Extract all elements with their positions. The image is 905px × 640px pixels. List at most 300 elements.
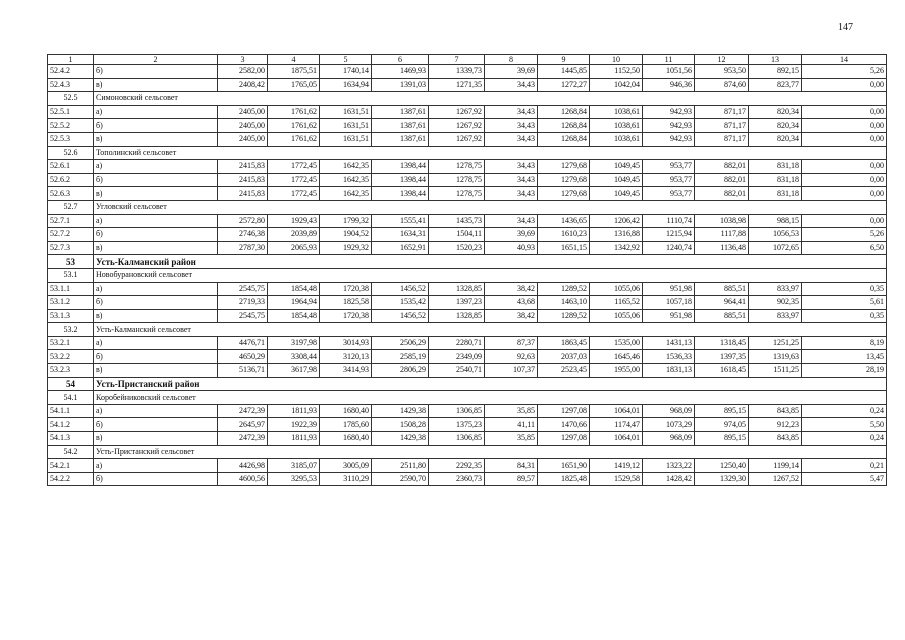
value-cell: 3120,13 — [320, 350, 372, 364]
value-cell: 1323,22 — [643, 459, 695, 473]
value-cell: 1929,32 — [320, 241, 372, 255]
district-heading-row — [48, 377, 887, 391]
value-cell: 831,18 — [749, 160, 802, 174]
row-code: 54.1 — [48, 391, 94, 405]
column-number: 10 — [590, 55, 643, 65]
value-cell: 89,57 — [485, 472, 538, 486]
variant-label: в) — [94, 309, 218, 323]
value-cell: 92,63 — [485, 350, 538, 364]
variant-label: б) — [94, 418, 218, 432]
value-cell: 1136,48 — [695, 241, 749, 255]
value-cell: 1419,12 — [590, 459, 643, 473]
value-cell: 951,98 — [643, 309, 695, 323]
value-cell: 1064,01 — [590, 432, 643, 446]
value-cell: 1535,00 — [590, 336, 643, 350]
value-cell: 0,00 — [802, 187, 887, 201]
value-cell: 84,31 — [485, 459, 538, 473]
table-row — [48, 65, 887, 79]
variant-label: а) — [94, 214, 218, 228]
value-cell: 1445,85 — [538, 65, 590, 79]
value-cell: 2645,97 — [218, 418, 268, 432]
value-cell: 3295,53 — [268, 472, 320, 486]
value-cell: 1680,40 — [320, 432, 372, 446]
value-cell: 942,93 — [643, 132, 695, 146]
value-cell: 4650,29 — [218, 350, 268, 364]
value-cell: 895,15 — [695, 404, 749, 418]
variant-label: в) — [94, 132, 218, 146]
value-cell: 2292,35 — [429, 459, 485, 473]
value-cell: 2415,83 — [218, 187, 268, 201]
value-cell: 1470,66 — [538, 418, 590, 432]
row-code: 52.6.3 — [48, 187, 94, 201]
settlement-name: Коробейниковский сельсовет — [94, 391, 887, 405]
value-cell: 6,50 — [802, 241, 887, 255]
variant-label: б) — [94, 296, 218, 310]
value-cell: 1435,73 — [429, 214, 485, 228]
value-cell: 3110,29 — [320, 472, 372, 486]
value-cell: 953,77 — [643, 160, 695, 174]
variant-label: а) — [94, 404, 218, 418]
value-cell: 1251,25 — [749, 336, 802, 350]
value-cell: 8,19 — [802, 336, 887, 350]
value-cell: 1038,98 — [695, 214, 749, 228]
value-cell: 1772,45 — [268, 173, 320, 187]
value-cell: 0,24 — [802, 404, 887, 418]
value-cell: 1056,53 — [749, 228, 802, 242]
value-cell: 3014,93 — [320, 336, 372, 350]
value-cell: 1652,91 — [372, 241, 429, 255]
value-cell: 1387,61 — [372, 105, 429, 119]
value-cell: 3414,93 — [320, 364, 372, 378]
table-row — [48, 282, 887, 296]
value-cell: 38,42 — [485, 282, 538, 296]
value-cell: 2037,03 — [538, 350, 590, 364]
value-cell: 1152,50 — [590, 65, 643, 79]
value-cell: 1761,62 — [268, 132, 320, 146]
value-cell: 2360,73 — [429, 472, 485, 486]
row-code: 53.1.1 — [48, 282, 94, 296]
value-cell: 843,85 — [749, 432, 802, 446]
value-cell: 1057,18 — [643, 296, 695, 310]
value-cell: 2746,38 — [218, 228, 268, 242]
settlement-heading-row — [48, 268, 887, 282]
value-cell: 5,26 — [802, 65, 887, 79]
value-cell: 871,17 — [695, 119, 749, 133]
value-cell: 1555,41 — [372, 214, 429, 228]
value-cell: 4426,98 — [218, 459, 268, 473]
value-cell: 1279,68 — [538, 160, 590, 174]
value-cell: 1306,85 — [429, 404, 485, 418]
table-row — [48, 336, 887, 350]
value-cell: 1042,04 — [590, 78, 643, 92]
value-cell: 2472,39 — [218, 432, 268, 446]
value-cell: 1038,61 — [590, 105, 643, 119]
settlement-heading-row — [48, 146, 887, 160]
value-cell: 820,34 — [749, 132, 802, 146]
value-cell: 1051,56 — [643, 65, 695, 79]
value-cell: 1535,42 — [372, 296, 429, 310]
value-cell: 2523,45 — [538, 364, 590, 378]
value-cell: 1165,52 — [590, 296, 643, 310]
value-cell: 1272,27 — [538, 78, 590, 92]
value-cell: 1398,44 — [372, 160, 429, 174]
value-cell: 1922,39 — [268, 418, 320, 432]
value-cell: 1642,35 — [320, 160, 372, 174]
value-cell: 953,50 — [695, 65, 749, 79]
row-code: 53.1.3 — [48, 309, 94, 323]
variant-label: б) — [94, 65, 218, 79]
value-cell: 1271,35 — [429, 78, 485, 92]
value-cell: 2415,83 — [218, 173, 268, 187]
value-cell: 0,00 — [802, 105, 887, 119]
settlement-name: Симоновский сельсовет — [94, 92, 887, 106]
value-cell: 902,35 — [749, 296, 802, 310]
value-cell: 0,35 — [802, 309, 887, 323]
variant-label: б) — [94, 228, 218, 242]
value-cell: 1375,23 — [429, 418, 485, 432]
table-row — [48, 105, 887, 119]
value-cell: 2405,00 — [218, 132, 268, 146]
value-cell: 1240,74 — [643, 241, 695, 255]
value-cell: 1064,01 — [590, 404, 643, 418]
value-cell: 1397,23 — [429, 296, 485, 310]
value-cell: 5,26 — [802, 228, 887, 242]
row-code: 54.2 — [48, 445, 94, 459]
value-cell: 1278,75 — [429, 160, 485, 174]
value-cell: 2545,75 — [218, 282, 268, 296]
value-cell: 1267,92 — [429, 105, 485, 119]
value-cell: 2545,75 — [218, 309, 268, 323]
table-row — [48, 459, 887, 473]
table-row — [48, 296, 887, 310]
value-cell: 34,43 — [485, 105, 538, 119]
settlement-name: Угловский сельсовет — [94, 200, 887, 214]
value-cell: 1631,51 — [320, 105, 372, 119]
variant-label: а) — [94, 459, 218, 473]
row-code: 53 — [48, 255, 94, 269]
value-cell: 0,00 — [802, 78, 887, 92]
value-cell: 1740,14 — [320, 65, 372, 79]
table-row — [48, 119, 887, 133]
value-cell: 1436,65 — [538, 214, 590, 228]
value-cell: 5,47 — [802, 472, 887, 486]
row-code: 53.1 — [48, 268, 94, 282]
value-cell: 1772,45 — [268, 160, 320, 174]
value-cell: 1110,74 — [643, 214, 695, 228]
settlement-name: Новобурановский сельсовет — [94, 268, 887, 282]
value-cell: 1772,45 — [268, 187, 320, 201]
value-cell: 34,43 — [485, 160, 538, 174]
value-cell: 1854,48 — [268, 282, 320, 296]
value-cell: 1206,42 — [590, 214, 643, 228]
value-cell: 1387,61 — [372, 119, 429, 133]
value-cell: 1964,94 — [268, 296, 320, 310]
value-cell: 1328,85 — [429, 282, 485, 296]
value-cell: 2590,70 — [372, 472, 429, 486]
value-cell: 1720,38 — [320, 309, 372, 323]
value-cell: 1055,06 — [590, 309, 643, 323]
value-cell: 3617,98 — [268, 364, 320, 378]
district-heading-row — [48, 255, 887, 269]
column-number: 5 — [320, 55, 372, 65]
value-cell: 5,61 — [802, 296, 887, 310]
value-cell: 4476,71 — [218, 336, 268, 350]
table-row — [48, 404, 887, 418]
variant-label: а) — [94, 105, 218, 119]
value-cell: 2582,00 — [218, 65, 268, 79]
table-row — [48, 160, 887, 174]
value-cell: 1504,11 — [429, 228, 485, 242]
value-cell: 40,93 — [485, 241, 538, 255]
value-cell: 34,43 — [485, 187, 538, 201]
value-cell: 1268,84 — [538, 132, 590, 146]
value-cell: 1049,45 — [590, 187, 643, 201]
table-row — [48, 309, 887, 323]
table-row — [48, 432, 887, 446]
value-cell: 4600,56 — [218, 472, 268, 486]
table-row — [48, 418, 887, 432]
settlement-heading-row — [48, 323, 887, 337]
value-cell: 3185,07 — [268, 459, 320, 473]
value-cell: 1174,47 — [590, 418, 643, 432]
value-cell: 1398,44 — [372, 187, 429, 201]
column-number: 11 — [643, 55, 695, 65]
value-cell: 2405,00 — [218, 119, 268, 133]
value-cell: 0,00 — [802, 214, 887, 228]
value-cell: 1397,35 — [695, 350, 749, 364]
value-cell: 2572,80 — [218, 214, 268, 228]
value-cell: 1391,03 — [372, 78, 429, 92]
value-cell: 1038,61 — [590, 132, 643, 146]
value-cell: 820,34 — [749, 105, 802, 119]
value-cell: 1955,00 — [590, 364, 643, 378]
value-cell: 1610,23 — [538, 228, 590, 242]
value-cell: 3005,09 — [320, 459, 372, 473]
column-number: 8 — [485, 55, 538, 65]
value-cell: 1634,31 — [372, 228, 429, 242]
value-cell: 1456,52 — [372, 309, 429, 323]
variant-label: в) — [94, 432, 218, 446]
value-cell: 5136,71 — [218, 364, 268, 378]
value-cell: 1431,13 — [643, 336, 695, 350]
settlement-name: Усть-Пристанский сельсовет — [94, 445, 887, 459]
value-cell: 13,45 — [802, 350, 887, 364]
value-cell: 1306,85 — [429, 432, 485, 446]
value-cell: 107,37 — [485, 364, 538, 378]
row-code: 54 — [48, 377, 94, 391]
settlement-heading-row — [48, 445, 887, 459]
column-number: 12 — [695, 55, 749, 65]
row-code: 52.7.1 — [48, 214, 94, 228]
value-cell: 953,77 — [643, 173, 695, 187]
value-cell: 1536,33 — [643, 350, 695, 364]
value-cell: 1429,38 — [372, 404, 429, 418]
value-cell: 41,11 — [485, 418, 538, 432]
tariff-table — [47, 54, 887, 486]
table-row — [48, 173, 887, 187]
value-cell: 1680,40 — [320, 404, 372, 418]
value-cell: 1250,40 — [695, 459, 749, 473]
value-cell: 1117,88 — [695, 228, 749, 242]
column-number: 1 — [48, 55, 94, 65]
value-cell: 1278,75 — [429, 187, 485, 201]
value-cell: 2065,93 — [268, 241, 320, 255]
value-cell: 1049,45 — [590, 160, 643, 174]
value-cell: 38,42 — [485, 309, 538, 323]
value-cell: 2349,09 — [429, 350, 485, 364]
row-code: 52.5.3 — [48, 132, 94, 146]
value-cell: 0,00 — [802, 132, 887, 146]
variant-label: а) — [94, 160, 218, 174]
row-code: 53.2.3 — [48, 364, 94, 378]
value-cell: 1289,52 — [538, 309, 590, 323]
value-cell: 823,77 — [749, 78, 802, 92]
value-cell: 34,43 — [485, 119, 538, 133]
value-cell: 1765,05 — [268, 78, 320, 92]
table-body — [48, 55, 887, 486]
variant-label: в) — [94, 78, 218, 92]
value-cell: 1904,52 — [320, 228, 372, 242]
variant-label: б) — [94, 173, 218, 187]
value-cell: 3197,98 — [268, 336, 320, 350]
value-cell: 831,18 — [749, 173, 802, 187]
value-cell: 1811,93 — [268, 404, 320, 418]
value-cell: 946,36 — [643, 78, 695, 92]
row-code: 52.6.2 — [48, 173, 94, 187]
value-cell: 968,09 — [643, 404, 695, 418]
row-code: 54.1.2 — [48, 418, 94, 432]
column-number: 6 — [372, 55, 429, 65]
table-row — [48, 132, 887, 146]
value-cell: 1631,51 — [320, 132, 372, 146]
row-code: 52.5.1 — [48, 105, 94, 119]
row-code: 53.2.2 — [48, 350, 94, 364]
district-name: Усть-Калманский район — [94, 255, 887, 269]
value-cell: 1631,51 — [320, 119, 372, 133]
page-number: 147 — [838, 22, 853, 33]
row-code: 52.5 — [48, 92, 94, 106]
settlement-name: Тополинский сельсовет — [94, 146, 887, 160]
value-cell: 1279,68 — [538, 187, 590, 201]
value-cell: 5,50 — [802, 418, 887, 432]
value-cell: 885,51 — [695, 282, 749, 296]
value-cell: 2787,30 — [218, 241, 268, 255]
settlement-heading-row — [48, 200, 887, 214]
value-cell: 942,93 — [643, 105, 695, 119]
value-cell: 1038,61 — [590, 119, 643, 133]
value-cell: 2540,71 — [429, 364, 485, 378]
value-cell: 1854,48 — [268, 309, 320, 323]
table-row — [48, 187, 887, 201]
value-cell: 34,43 — [485, 78, 538, 92]
value-cell: 874,60 — [695, 78, 749, 92]
column-number: 14 — [802, 55, 887, 65]
value-cell: 831,18 — [749, 187, 802, 201]
value-cell: 843,85 — [749, 404, 802, 418]
value-cell: 871,17 — [695, 105, 749, 119]
value-cell: 39,69 — [485, 65, 538, 79]
value-cell: 1651,90 — [538, 459, 590, 473]
value-cell: 974,05 — [695, 418, 749, 432]
variant-label: в) — [94, 187, 218, 201]
value-cell: 820,34 — [749, 119, 802, 133]
value-cell: 28,19 — [802, 364, 887, 378]
value-cell: 1825,58 — [320, 296, 372, 310]
value-cell: 1316,88 — [590, 228, 643, 242]
value-cell: 1268,84 — [538, 105, 590, 119]
value-cell: 964,41 — [695, 296, 749, 310]
value-cell: 1618,45 — [695, 364, 749, 378]
value-cell: 1268,84 — [538, 119, 590, 133]
table-row — [48, 472, 887, 486]
value-cell: 1328,85 — [429, 309, 485, 323]
value-cell: 882,01 — [695, 173, 749, 187]
value-cell: 1929,43 — [268, 214, 320, 228]
value-cell: 2506,29 — [372, 336, 429, 350]
value-cell: 35,85 — [485, 404, 538, 418]
value-cell: 1642,35 — [320, 173, 372, 187]
value-cell: 39,69 — [485, 228, 538, 242]
value-cell: 1342,92 — [590, 241, 643, 255]
value-cell: 2719,33 — [218, 296, 268, 310]
column-number: 4 — [268, 55, 320, 65]
column-number: 9 — [538, 55, 590, 65]
value-cell: 0,35 — [802, 282, 887, 296]
row-code: 52.4.2 — [48, 65, 94, 79]
value-cell: 1339,73 — [429, 65, 485, 79]
value-cell: 1825,48 — [538, 472, 590, 486]
row-code: 52.6.1 — [48, 160, 94, 174]
column-number: 13 — [749, 55, 802, 65]
table-row — [48, 350, 887, 364]
value-cell: 951,98 — [643, 282, 695, 296]
row-code: 53.2.1 — [48, 336, 94, 350]
row-code: 52.6 — [48, 146, 94, 160]
value-cell: 953,77 — [643, 187, 695, 201]
value-cell: 0,00 — [802, 173, 887, 187]
value-cell: 2585,19 — [372, 350, 429, 364]
value-cell: 1267,92 — [429, 132, 485, 146]
value-cell: 34,43 — [485, 132, 538, 146]
value-cell: 1645,46 — [590, 350, 643, 364]
variant-label: в) — [94, 241, 218, 255]
value-cell: 912,23 — [749, 418, 802, 432]
value-cell: 43,68 — [485, 296, 538, 310]
value-cell: 1215,94 — [643, 228, 695, 242]
value-cell: 1072,65 — [749, 241, 802, 255]
value-cell: 1073,29 — [643, 418, 695, 432]
column-number: 2 — [94, 55, 218, 65]
row-code: 52.7 — [48, 200, 94, 214]
variant-label: в) — [94, 364, 218, 378]
row-code: 53.1.2 — [48, 296, 94, 310]
value-cell: 1279,68 — [538, 173, 590, 187]
settlement-heading-row — [48, 92, 887, 106]
value-cell: 1297,08 — [538, 404, 590, 418]
value-cell: 1831,13 — [643, 364, 695, 378]
row-code: 54.1.1 — [48, 404, 94, 418]
value-cell: 1529,58 — [590, 472, 643, 486]
value-cell: 1520,23 — [429, 241, 485, 255]
table-row — [48, 241, 887, 255]
value-cell: 2415,83 — [218, 160, 268, 174]
value-cell: 0,24 — [802, 432, 887, 446]
value-cell: 1799,32 — [320, 214, 372, 228]
table-row — [48, 214, 887, 228]
value-cell: 34,43 — [485, 173, 538, 187]
column-number-header-row — [48, 55, 887, 65]
value-cell: 1785,60 — [320, 418, 372, 432]
